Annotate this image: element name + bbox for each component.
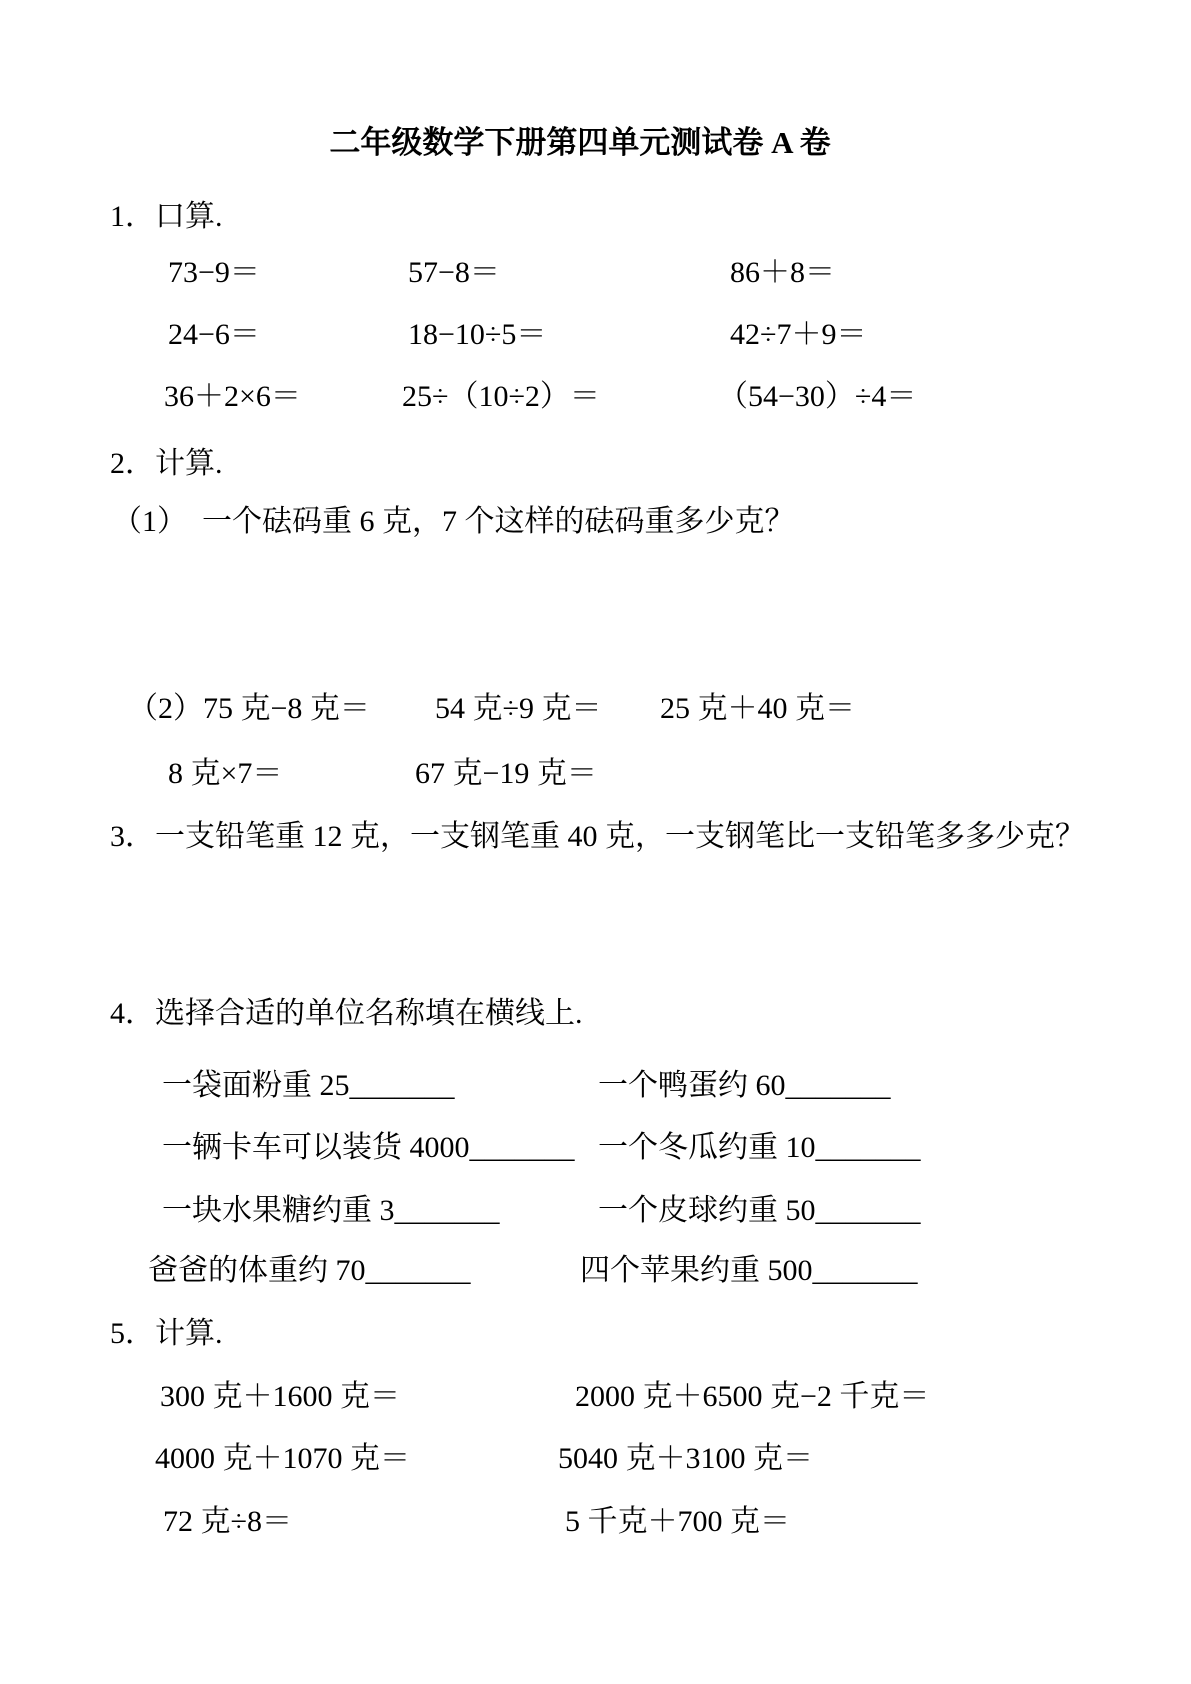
q4-item-1-1: 一个冬瓜约重 10_______ <box>598 1131 921 1164</box>
q4-item-2-0: 一块水果糖约重 3_______ <box>162 1194 500 1227</box>
q1-problem-0-1: 57−8＝ <box>408 256 500 289</box>
q5-problem-2-0: 72 克÷8＝ <box>163 1505 292 1538</box>
q1-problem-2-0: 36＋2×6＝ <box>164 380 301 413</box>
q1-problem-1-2: 42÷7＋9＝ <box>730 318 867 351</box>
q2-part2-problem-3: 8 克×7＝ <box>168 757 283 790</box>
q5-problem-0-1: 2000 克＋6500 克−2 千克＝ <box>575 1380 930 1413</box>
q4-item-0-0: 一袋面粉重 25_______ <box>162 1069 455 1102</box>
q2-part2-problem-2: 25 克＋40 克＝ <box>660 692 855 725</box>
q1-problem-0-2: 86＋8＝ <box>730 256 835 289</box>
q4-item-3-1: 四个苹果约重 500_______ <box>580 1254 918 1287</box>
q4-item-0-1: 一个鸭蛋约 60_______ <box>598 1069 891 1102</box>
q4-label: 4．选择合适的单位名称填在横线上. <box>110 997 583 1030</box>
doc-title: 二年级数学下册第四单元测试卷 A 卷 <box>329 125 831 160</box>
q4-item-3-0: 爸爸的体重约 70_______ <box>148 1254 471 1287</box>
q4-item-1-0: 一辆卡车可以装货 4000_______ <box>162 1131 575 1164</box>
q2-part2-problem-0: （2）75 克−8 克＝ <box>128 692 370 725</box>
q1-problem-1-0: 24−6＝ <box>168 318 260 351</box>
q4-item-2-1: 一个皮球约重 50_______ <box>598 1194 921 1227</box>
q1-label: 1．口算. <box>110 200 223 233</box>
q5-label: 5．计算. <box>110 1317 223 1350</box>
q2-part2-problem-1: 54 克÷9 克＝ <box>435 692 602 725</box>
q2-label: 2．计算. <box>110 447 223 480</box>
q2-part1: （1） 一个砝码重 6 克，7 个这样的砝码重多少克？ <box>112 505 795 538</box>
q5-problem-1-0: 4000 克＋1070 克＝ <box>155 1442 410 1475</box>
q1-problem-2-2: （54−30）÷4＝ <box>718 380 917 413</box>
q1-problem-0-0: 73−9＝ <box>168 256 260 289</box>
q2-part2-problem-4: 67 克−19 克＝ <box>415 757 597 790</box>
q5-problem-1-1: 5040 克＋3100 克＝ <box>558 1442 813 1475</box>
q3-text: 3．一支铅笔重 12 克，一支钢笔重 40 克，一支钢笔比一支铅笔多多少克？ <box>110 820 1085 853</box>
q5-problem-0-0: 300 克＋1600 克＝ <box>160 1380 400 1413</box>
q1-problem-1-1: 18−10÷5＝ <box>408 318 547 351</box>
q5-problem-2-1: 5 千克＋700 克＝ <box>565 1505 790 1538</box>
q1-problem-2-1: 25÷（10÷2）＝ <box>402 380 600 413</box>
